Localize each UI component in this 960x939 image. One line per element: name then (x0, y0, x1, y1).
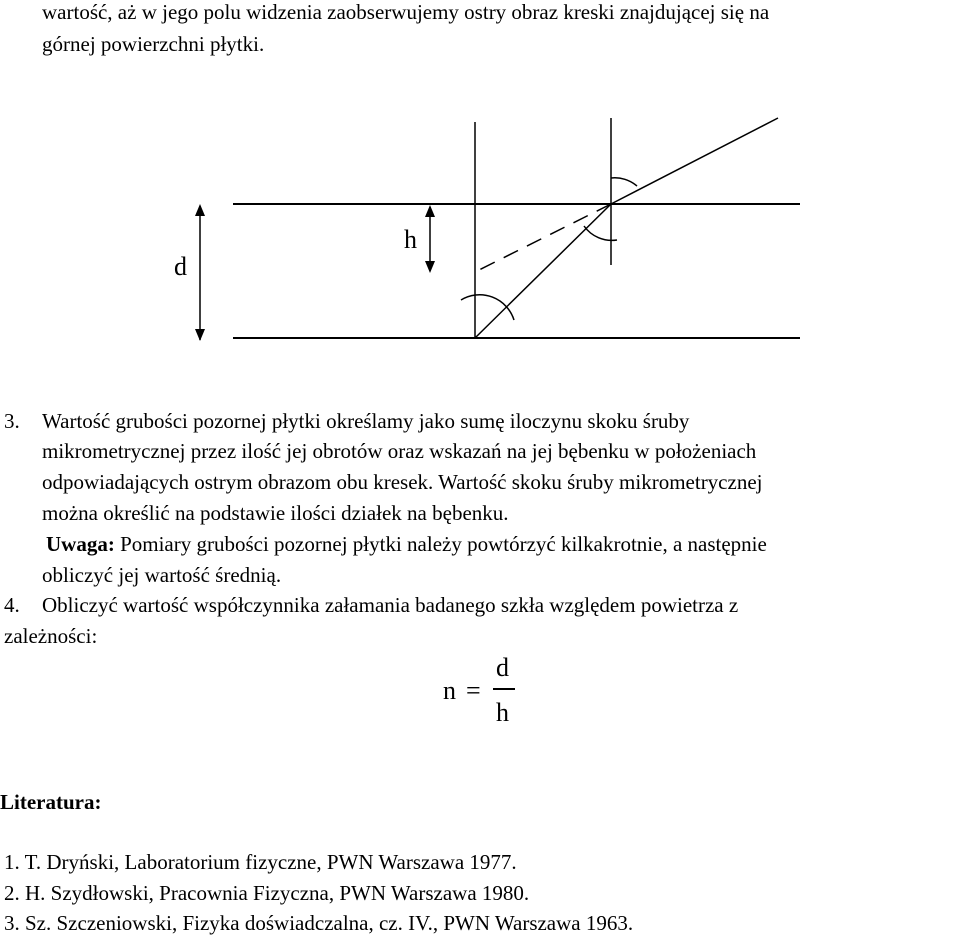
step-3-line-1: Wartość grubości pozornej płytki określamy jako sumę iloczynu skoku śruby (42, 409, 690, 433)
step-4-number: 4. (4, 593, 20, 617)
note-line-1 (46, 534, 958, 555)
d-arrow-top (195, 204, 205, 216)
literature-item-1: 1. T. Dryński, Laboratorium fizyczne, PWN Warszawa 1977. (4, 850, 517, 874)
step-3-line-3: odpowiadających ostrym obrazom obu kresek. Wartość skoku śruby mikrometrycznej (42, 470, 763, 494)
h-arrow-bottom (425, 261, 435, 273)
d-arrow-bottom (195, 329, 205, 341)
note-line-2: obliczyć jej wartość średnią. (42, 563, 282, 587)
literature-item-3: 3. Sz. Szczeniowski, Fizyka doświadczalna, cz. IV., PWN Warszawa 1963. (4, 911, 634, 935)
emergent-ray (611, 118, 778, 204)
diagram-label-h: h (404, 225, 417, 254)
formula-numerator: d (496, 653, 509, 682)
step-4-line-2: zależności: (4, 624, 98, 648)
intro-line-2: górnej powierzchni płytki. (42, 32, 265, 56)
note-text-1: Pomiary grubości pozornej płytki należy powtórzyć kilkakrotnie, a następnie (114, 532, 767, 556)
literature-item-2: 2. H. Szydłowski, Pracownia Fizyczna, PWN Warszawa 1980. (4, 881, 530, 905)
angle-arc-upper-left (584, 226, 617, 240)
formula-lhs: n (443, 676, 456, 705)
note-label: Uwaga: (46, 532, 115, 556)
refraction-diagram (0, 0, 960, 400)
formula-denominator: h (496, 698, 509, 727)
step-3-number: 3. (4, 409, 20, 433)
diagram-label-d: d (174, 252, 187, 281)
step-4-line-1: Obliczyć wartość współczynnika załamania badanego szkła względem powietrza z (42, 593, 739, 617)
formula-fraction-bar (493, 688, 515, 690)
formula-equals: = (466, 676, 481, 705)
h-arrow-top (425, 205, 435, 217)
literature-heading: Literatura: (0, 790, 102, 814)
refracted-ray (475, 204, 611, 338)
angle-arc-upper-right (611, 178, 637, 186)
intro-line-1: wartość, aż w jego polu widzenia zaobserwujemy ostry obraz kreski znajdującej się na (42, 0, 770, 24)
step-3-line-2: mikrometrycznej przez ilość jej obrotów oraz wskazań na jej bębenku w położeniach (42, 439, 757, 463)
step-3-line-4: można określić na podstawie ilości działek na bębenku. (42, 501, 509, 525)
apparent-ray-extension (475, 204, 611, 272)
